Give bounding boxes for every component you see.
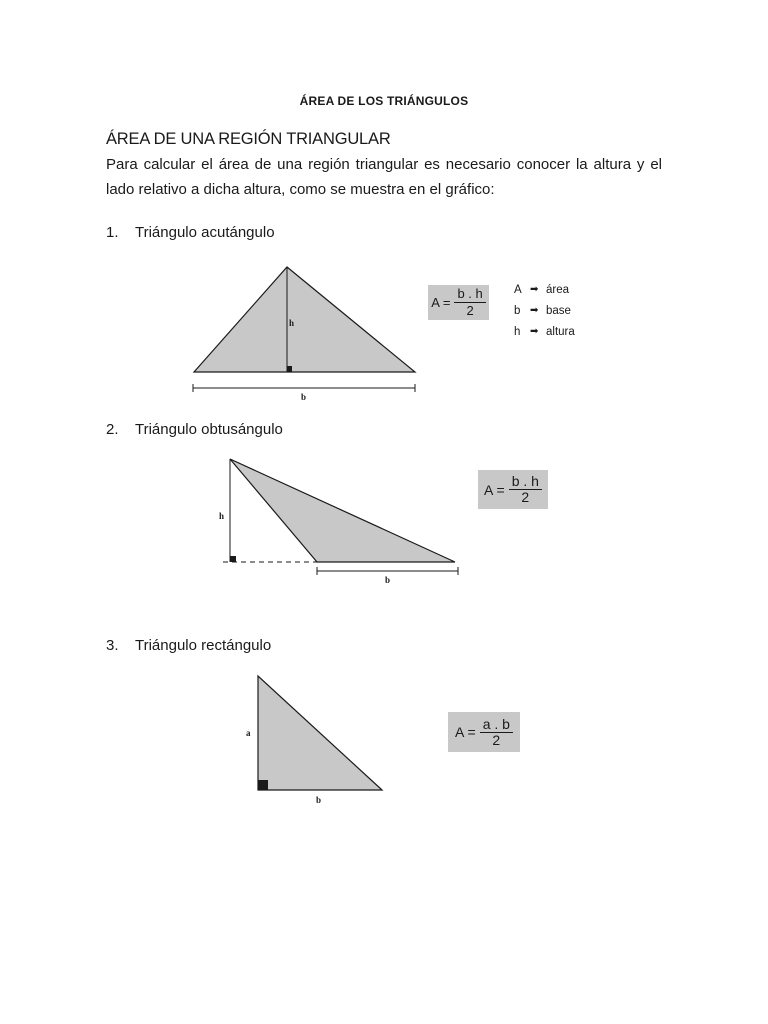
formula-lhs: A =	[431, 295, 451, 310]
height-label: h	[289, 318, 295, 328]
height-label: h	[219, 511, 225, 521]
obtuse-triangle-shape	[230, 459, 455, 562]
right-angle-mark	[287, 366, 292, 372]
right-triangle-figure	[240, 672, 390, 810]
legend-row	[514, 321, 575, 342]
legend-key: A	[514, 283, 522, 296]
formula-box-obtuse	[478, 470, 548, 509]
formula-fraction	[509, 474, 542, 505]
formula-lhs: A =	[455, 724, 476, 740]
base-label: b	[385, 575, 391, 585]
formula-numerator: a . b	[480, 717, 513, 733]
formula-fraction	[454, 287, 485, 318]
legend-row	[514, 279, 575, 300]
right-arrow-icon: ➡	[530, 305, 539, 316]
formula-numerator: b . h	[509, 474, 542, 490]
right-arrow-icon: ➡	[530, 326, 539, 337]
legend-meaning: altura	[546, 325, 575, 338]
formula-numerator: b . h	[454, 287, 485, 303]
right-arrow-icon: ➡	[530, 284, 539, 295]
legend-row	[514, 300, 575, 321]
right-triangle-shape	[258, 676, 382, 790]
formula-denominator: 2	[521, 489, 530, 505]
legend-meaning: base	[546, 304, 571, 317]
list-label-right: Triángulo rectángulo	[135, 637, 272, 654]
obtuse-triangle-figure	[215, 455, 465, 587]
height-label: a	[246, 728, 251, 738]
formula-denominator: 2	[466, 303, 474, 318]
list-label-acute: Triángulo acutángulo	[135, 224, 275, 241]
formula-fraction	[480, 717, 513, 748]
acute-triangle-figure	[185, 262, 425, 404]
list-number-2: 2.	[106, 421, 119, 438]
legend-meaning: área	[546, 283, 570, 296]
document-title: ÁREA DE LOS TRIÁNGULOS	[299, 94, 469, 108]
right-angle-mark	[258, 780, 268, 790]
list-number-3: 3.	[106, 637, 119, 654]
list-number-1: 1.	[106, 224, 119, 241]
intro-paragraph: Para calcular el área de una región triangular es necesario conocer la altura y el lado relativo a dicha altura, como se muestra en el gráfico:	[106, 156, 662, 198]
formula-denominator: 2	[492, 731, 501, 748]
legend-key: h	[514, 325, 521, 338]
formula-lhs: A =	[484, 481, 505, 498]
legend-key: b	[514, 304, 521, 317]
section-heading: ÁREA DE UNA REGIÓN TRIANGULAR	[106, 130, 391, 148]
list-label-obtuse: Triángulo obtusángulo	[135, 421, 283, 438]
formula-box-right	[448, 712, 520, 752]
formula-legend	[514, 279, 575, 342]
base-label: b	[316, 795, 322, 805]
right-angle-mark	[230, 556, 236, 562]
acute-triangle-shape	[194, 267, 415, 372]
base-label: b	[301, 392, 307, 402]
formula-box-acute	[428, 285, 489, 320]
